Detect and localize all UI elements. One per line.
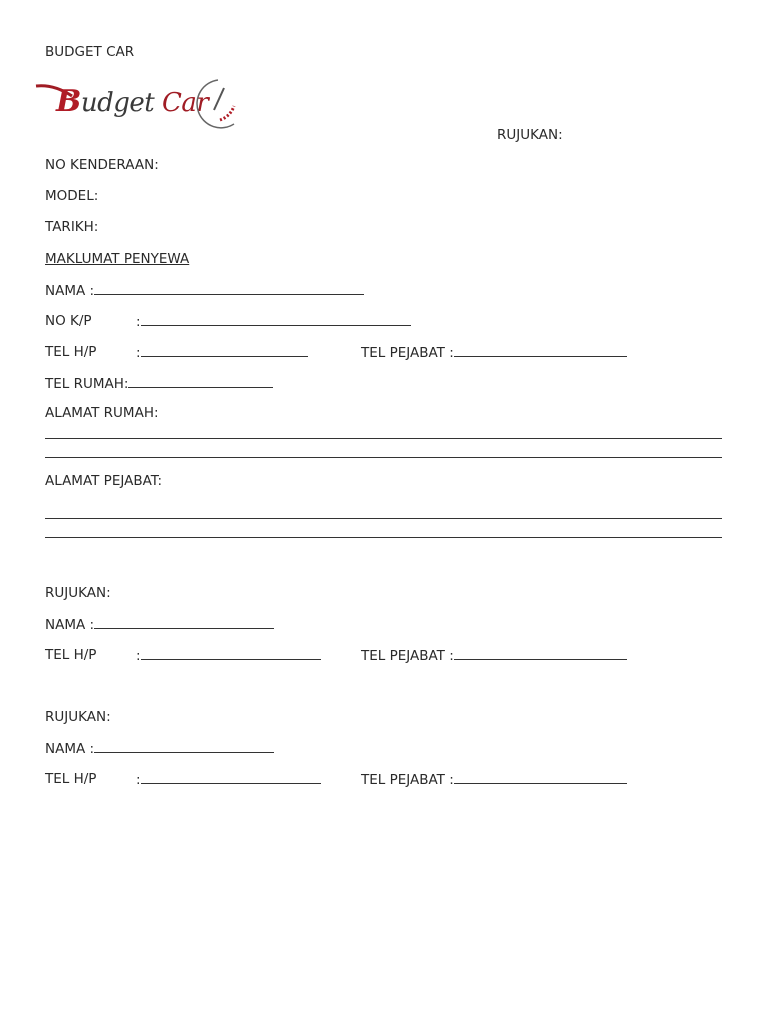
referee-1-tel-pejabat-row xyxy=(361,647,627,664)
tel-rumah-row xyxy=(45,375,273,392)
referee-2-tel-hp-label: TEL H/P xyxy=(45,771,97,787)
referee-1-nama-row xyxy=(45,616,274,633)
alamat-pejabat-label: ALAMAT PEJABAT: xyxy=(45,473,163,489)
referee-1-rujukan-label: RUJUKAN: xyxy=(45,585,111,601)
no-kenderaan-label: NO KENDERAAN: xyxy=(45,157,159,173)
nama-label: NAMA : xyxy=(45,283,95,299)
tel-hp-field[interactable] xyxy=(141,344,308,357)
referee-2-rujukan-label: RUJUKAN: xyxy=(45,709,111,725)
referee-1-tel-pejabat-label: TEL PEJABAT : xyxy=(361,648,454,664)
alamat-rumah-line-1[interactable] xyxy=(45,438,722,439)
referee-1-tel-hp-field[interactable] xyxy=(141,647,321,660)
nama-field[interactable] xyxy=(94,282,364,295)
referee-2-nama-label: NAMA : xyxy=(45,741,95,757)
referee-2-tel-hp-field[interactable] xyxy=(141,771,321,784)
referee-1-nama-label: NAMA : xyxy=(45,617,95,633)
referee-1-tel-hp-label: TEL H/P xyxy=(45,647,97,663)
referee-2-tel-hp-row xyxy=(136,771,321,788)
no-kp-colon: : xyxy=(136,314,141,330)
referee-1-tel-pejabat-field[interactable] xyxy=(454,647,627,660)
alamat-pejabat-line-2[interactable] xyxy=(45,537,722,538)
referee-2-tel-pejabat-field[interactable] xyxy=(454,771,627,784)
tel-pejabat-label: TEL PEJABAT : xyxy=(361,345,454,361)
tarikh-label: TARIKH: xyxy=(45,219,99,235)
tel-pejabat-field[interactable] xyxy=(454,344,627,357)
section-title: MAKLUMAT PENYEWA xyxy=(45,251,190,267)
tel-hp-row xyxy=(136,344,308,361)
referee-2-tel-pejabat-label: TEL PEJABAT : xyxy=(361,772,454,788)
budget-car-logo xyxy=(34,74,240,132)
speedometer-icon xyxy=(190,76,238,130)
tel-pejabat-row xyxy=(361,344,627,361)
no-kp-field[interactable] xyxy=(141,313,411,326)
tel-hp-label: TEL H/P xyxy=(45,344,97,360)
referee-2-tel-pejabat-row xyxy=(361,771,627,788)
no-kp-label: NO K/P xyxy=(45,313,92,329)
alamat-rumah-line-2[interactable] xyxy=(45,457,722,458)
referee-1-tel-hp-colon: : xyxy=(136,648,141,664)
alamat-rumah-label: ALAMAT RUMAH: xyxy=(45,405,159,421)
rujukan-top-label: RUJUKAN: xyxy=(497,127,563,143)
alamat-pejabat-line-1[interactable] xyxy=(45,518,722,519)
model-label: MODEL: xyxy=(45,188,99,204)
referee-2-tel-hp-colon: : xyxy=(136,772,141,788)
logo-wordmark xyxy=(56,84,208,119)
logo-letter-b: B xyxy=(56,84,81,119)
referee-1-nama-field[interactable] xyxy=(94,616,274,629)
tel-rumah-label: TEL RUMAH: xyxy=(45,376,129,392)
tel-rumah-field[interactable] xyxy=(128,375,273,388)
tel-hp-colon: : xyxy=(136,345,141,361)
nama-row xyxy=(45,282,364,299)
referee-1-tel-hp-row xyxy=(136,647,321,664)
referee-2-nama-row xyxy=(45,740,274,757)
company-name: BUDGET CAR xyxy=(45,44,135,60)
no-kp-row xyxy=(136,313,411,330)
logo-word-car: Car xyxy=(162,88,209,118)
logo-word-udget: udget xyxy=(80,88,155,118)
referee-2-nama-field[interactable] xyxy=(94,740,274,753)
